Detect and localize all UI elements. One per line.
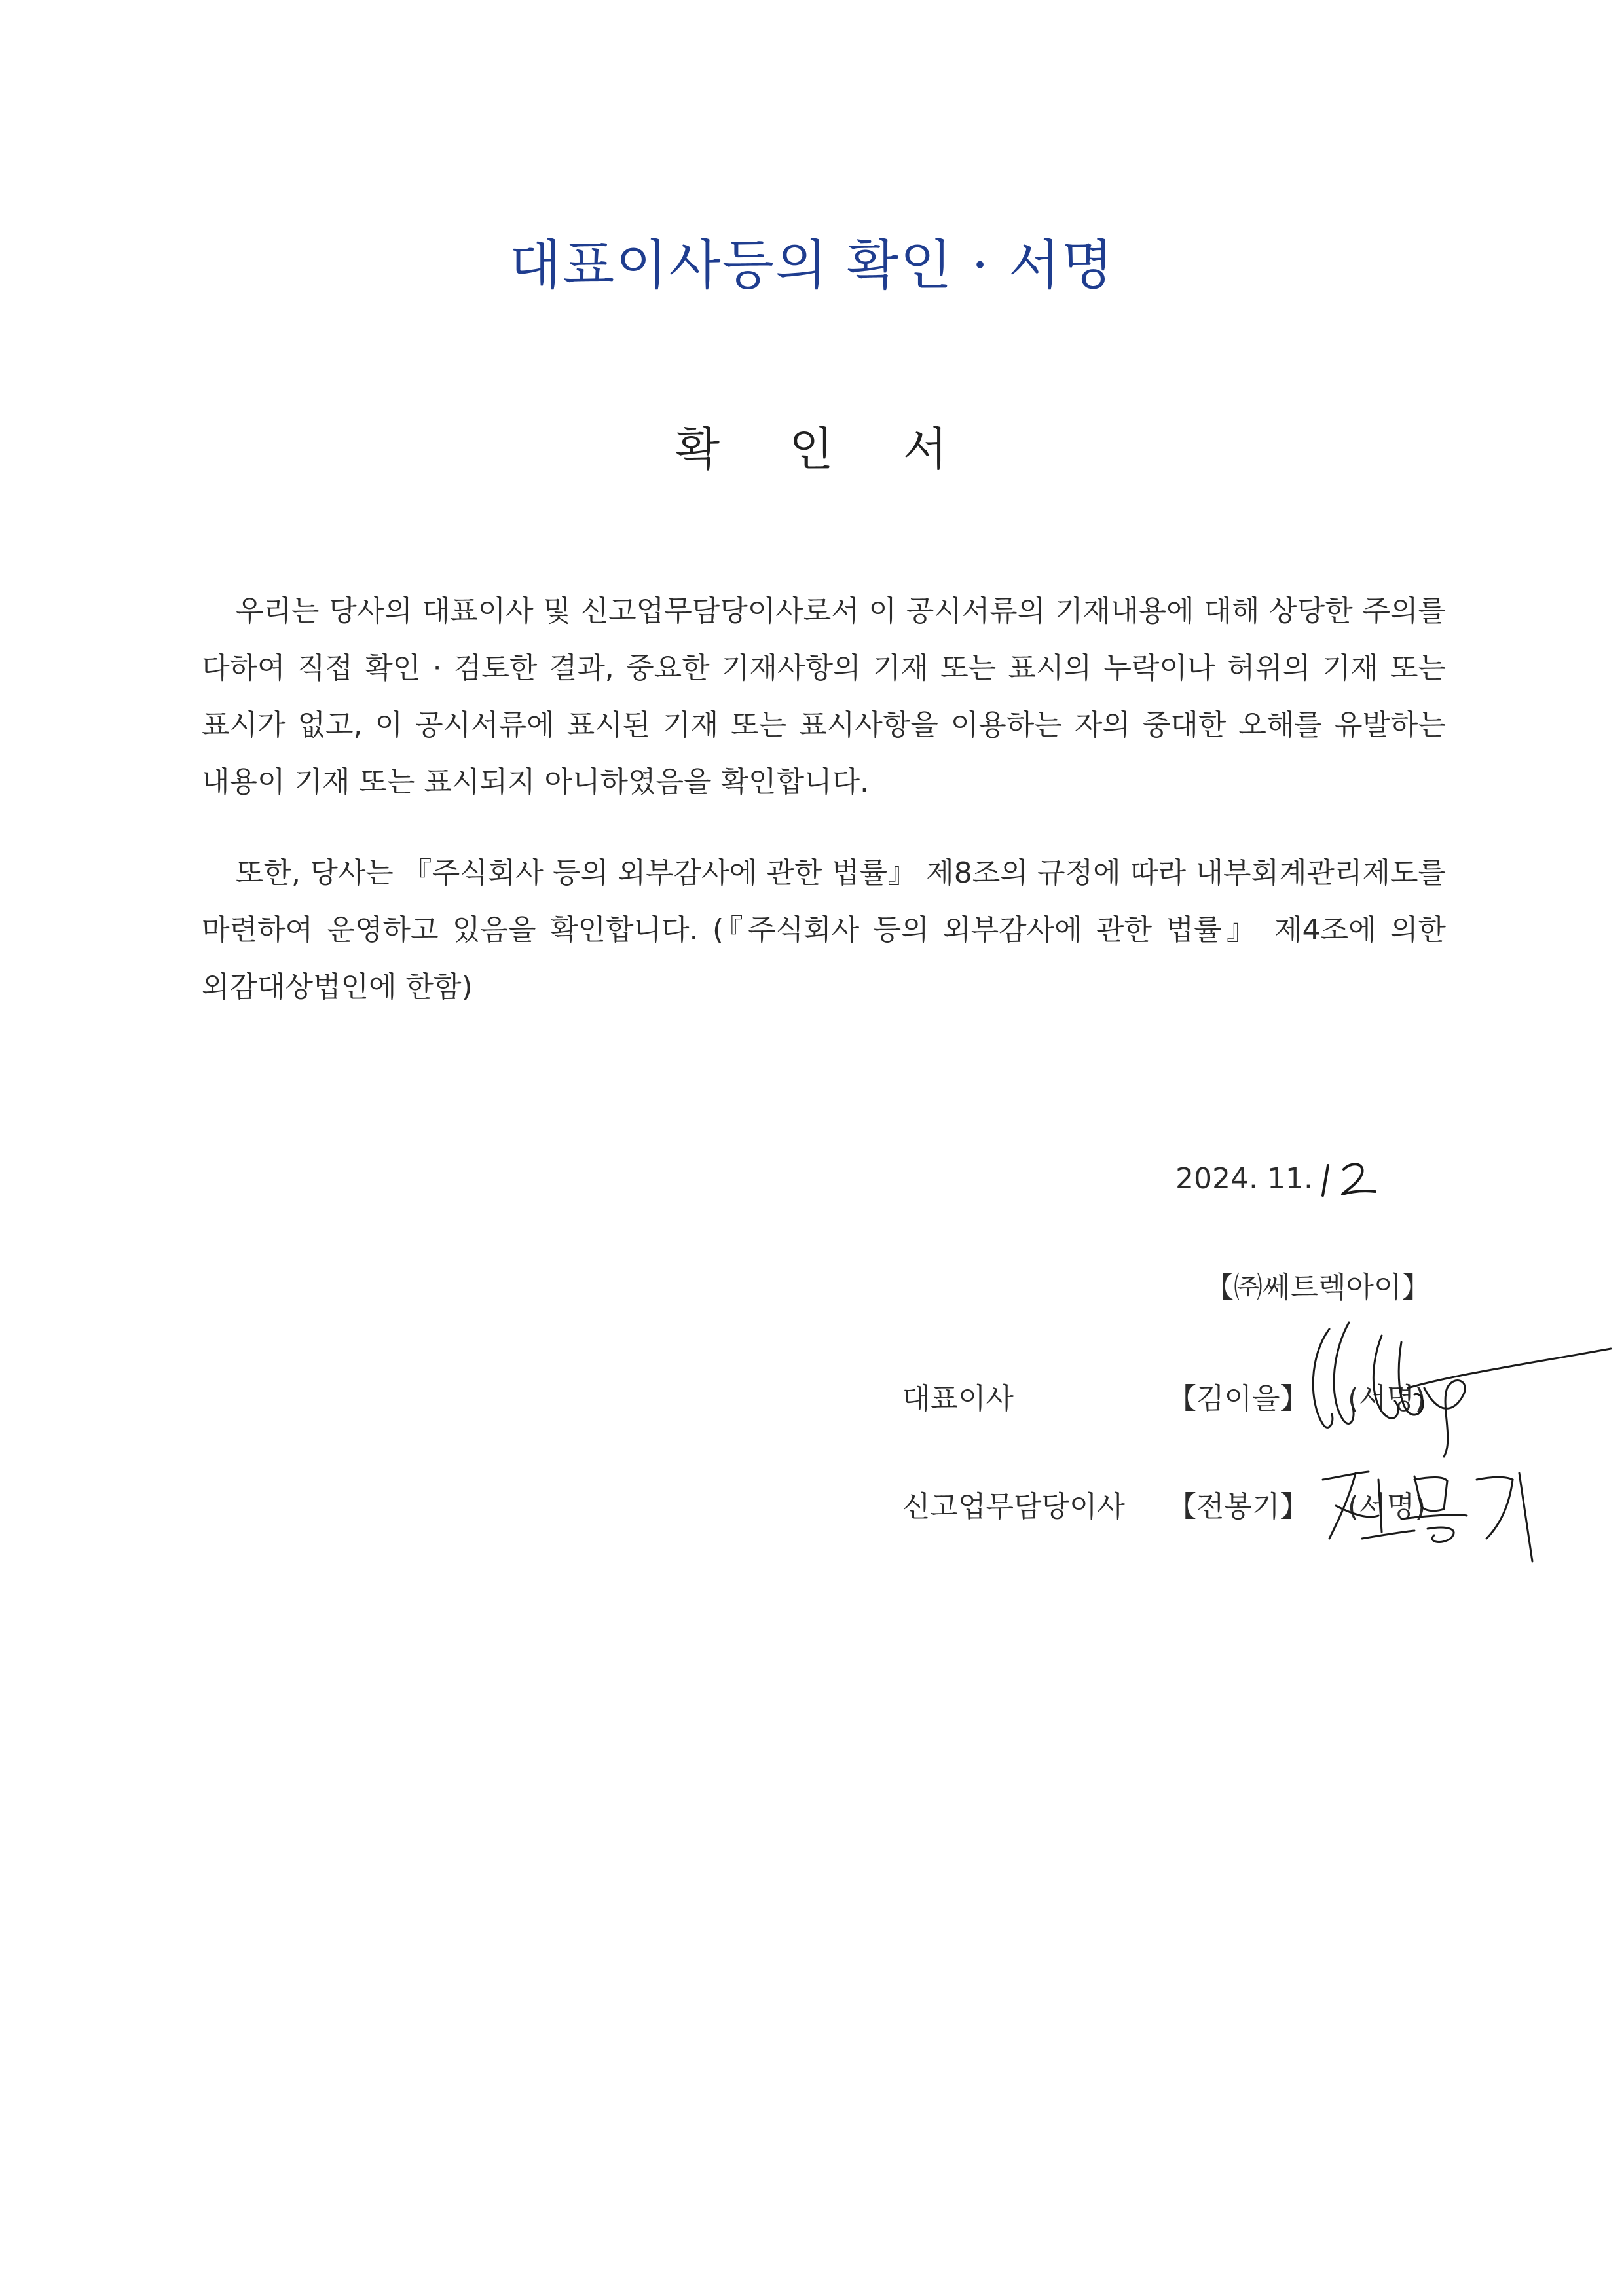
signatory-role: 신고업무담당이사 <box>902 1490 1126 1523</box>
date <box>1175 1162 1313 1195</box>
signatory-name: 【전봉기】 <box>1168 1490 1309 1523</box>
company-name: 【㈜쎄트렉아이】 <box>1205 1271 1431 1304</box>
date-printed: 2024. 11. <box>1175 1162 1313 1195</box>
signature-label: (서명) <box>1348 1490 1426 1523</box>
confirmation-paragraph: 우리는 당사의 대표이사 및 신고업무담당이사로서 이 공시서류의 기재내용에 대해 상당한 주의를 다하여 직접 확인 · 검토한 결과, 중요한 기재사항의 기재 또는 표시의 누락이나 허위의 기재 또는 표시가 없고, 이 공시서류에 표시된 기재 또는 표시사항을 이용하는 자의 중대한 오해를 유발하는 내용이 기재 또는 표시되지 아니하였음을 확인합니다. <box>202 594 1446 799</box>
page-title: 대표이사등의 확인 · 서명 <box>509 234 1115 297</box>
signatory-name: 【김이을】 <box>1168 1382 1309 1415</box>
internal-control-paragraph: 또한, 당사는 『주식회사 등의 외부감사에 관한 법률』 제8조의 규정에 따라 내부회계관리제도를 마련하여 운영하고 있음을 확인합니다. (『주식회사 등의 외부감사에 관한 법률』 제4조에 의한 외감대상법인에 한함) <box>202 856 1446 1004</box>
document-title: 확 인 서 <box>675 422 975 476</box>
signatory-role: 대표이사 <box>902 1382 1014 1415</box>
handwritten-date-day <box>1318 1157 1390 1203</box>
signature-label: (서명) <box>1348 1382 1426 1415</box>
